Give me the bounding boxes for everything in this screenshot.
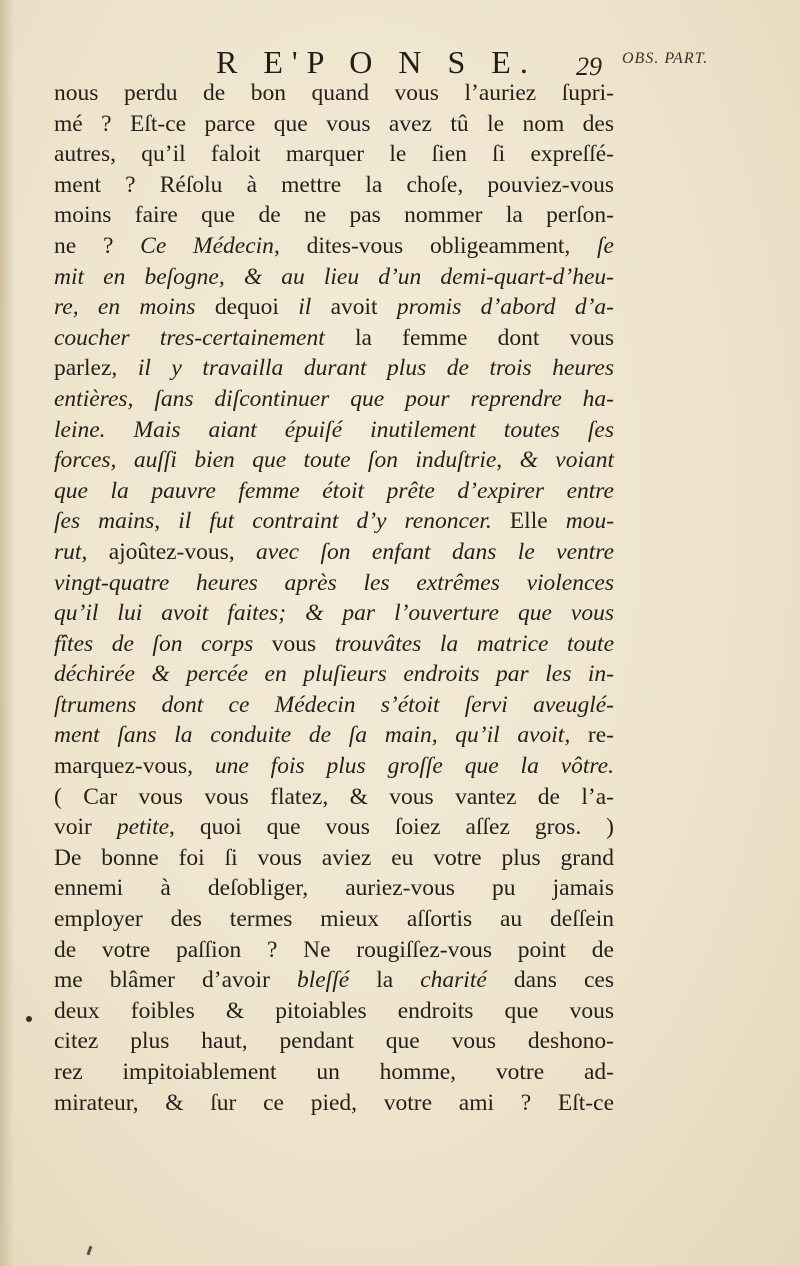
italic-text: mit en beſogne, & au lieu d’un demi-quart-d’heu- [54,263,614,290]
italic-text: déchirée & percée en pluſieurs endroits par les in- [54,661,614,688]
text-line [54,659,614,690]
text-line [54,139,614,170]
text-line [54,751,614,782]
italic-text: avec ſon enfant dans le ventre [256,538,614,565]
text-line [54,415,614,446]
text-run: nous perdu de bon quand vous l’auriez ſupri- [54,80,614,106]
text-run: De bonne foi ſi vous aviez eu votre plus grand [54,844,614,871]
italic-text: re, en moins [54,294,196,321]
text-line [54,965,614,996]
text-run: , ajoûtez-vous, [81,538,257,565]
page-binding-edge [0,0,14,1266]
text-run: , dites-vous obligeamment, [273,232,598,259]
page-number: 29 [576,52,602,81]
text-run: autres, qu’il faloit marquer le ſien ſi expreſſé- [54,141,614,168]
text-run: ennemi à deſobliger, auriez-vous pu jamais [54,875,614,902]
text-line [54,262,614,293]
text-line [54,873,614,904]
italic-text: trouvâtes la matrice toute [334,630,615,657]
text-run: avoit [311,294,397,321]
ink-mark [87,1246,93,1255]
text-line [54,843,614,874]
text-line [54,231,614,262]
text-line [54,1057,614,1088]
text-line [54,476,614,507]
text-run: mé ? Eſt-ce parce que vous avez tû le nom des [54,110,614,137]
text-line [54,629,614,660]
text-line [54,292,614,323]
italic-text: petite [116,814,170,841]
text-run: mirateur, & ſur ce pied, votre ami ? Eſt-ce [54,1089,614,1116]
text-line [54,445,614,476]
text-run: employer des termes mieux aſſortis au deſſein [54,906,614,933]
italic-text: ment ſans la conduite de ſa main, qu’il avoit, [54,722,571,749]
text-run: deux foibles & pitoiables endroits que vous [54,997,614,1024]
text-run: citez plus haut, pendant que vous deshono- [54,1028,614,1055]
text-line [54,537,614,568]
italic-text: qu’il lui avoit faites; & par l’ouverture que vous [54,600,614,627]
text-line [54,1026,614,1057]
text-line [54,598,614,629]
italic-text: vingt-quatre heures après les extrêmes violences [54,569,614,596]
margin-mark [26,1016,32,1022]
text-run: me blâmer d’avoir [54,967,297,994]
text-line [54,782,614,813]
italic-text: ſes mains, il fut contraint d’y renoncer. [54,508,492,535]
text-run: re- [570,722,614,749]
italic-text: leine. Mais aiant épuiſé inutilement toutes ſes [54,416,614,443]
text-run: moins faire que de ne pas nommer la perſon- [54,202,614,229]
italic-text: ſtrumens dont ce Médecin s’étoit ſervi aveuglé- [54,691,614,718]
text-line [54,996,614,1027]
text-run: de votre paſſion ? Ne rougiſſez-vous point de [54,936,614,963]
italic-text: bleſſé [296,967,350,994]
text-run: la [349,967,421,994]
text-line [54,353,614,384]
italic-text: Ce Médecin [140,232,274,259]
text-line [54,720,614,751]
text-run: Elle [491,508,566,535]
text-run: dans ces [486,967,614,994]
italic-text: ſe [597,232,614,259]
italic-text: charité [420,967,487,994]
margin-note: OBS. PART. [622,50,709,67]
text-run: rez impitoiablement un homme, votre ad- [54,1059,614,1085]
body-text [54,78,614,1118]
text-run: la femme dont vous [324,324,614,351]
text-run: ( Car vous vous flatez, & vous vantez de l’a- [54,783,614,810]
text-line [54,323,614,354]
running-title: R E'P O N S E. [216,44,537,80]
italic-text: fîtes de ſon corps [54,630,254,657]
text-run: ment ? Réſolu à mettre la choſe, pouviez-vous [54,171,614,198]
italic-text: rut [54,538,82,565]
italic-text: forces, auſſi bien que toute ſon induſtrie, & voiant [54,447,614,474]
text-line [54,1088,614,1119]
italic-text: que la pauvre femme étoit prête d’expirer entre [54,477,614,504]
text-run: marquez-vous, [54,753,215,780]
text-run: , quoi que vous ſoiez aſſez gros. ) [169,814,614,841]
italic-text: mou- [565,508,615,535]
text-line [54,109,614,140]
text-line [54,384,614,415]
italic-text: entières, ſans diſcontinuer que pour reprendre ha- [54,385,614,412]
text-line [54,170,614,201]
text-line [54,200,614,231]
text-run: voir [54,814,117,841]
text-line [54,904,614,935]
text-run: vous [253,630,335,657]
text-line [54,690,614,721]
text-line [54,78,614,109]
italic-text: une fois plus groſſe que la vôtre. [214,753,614,780]
text-run: dequoi [195,294,299,321]
text-run: ne ? [54,232,141,259]
text-run: parlez, [54,355,138,382]
italic-text: il y travailla durant plus de trois heures [137,355,614,382]
text-line [54,506,614,537]
italic-text: il [298,294,312,321]
italic-text: promis d’abord d’a- [396,294,615,321]
text-line [54,935,614,966]
text-line [54,812,614,843]
text-line [54,568,614,599]
italic-text: coucher tres-certainement [54,324,325,351]
